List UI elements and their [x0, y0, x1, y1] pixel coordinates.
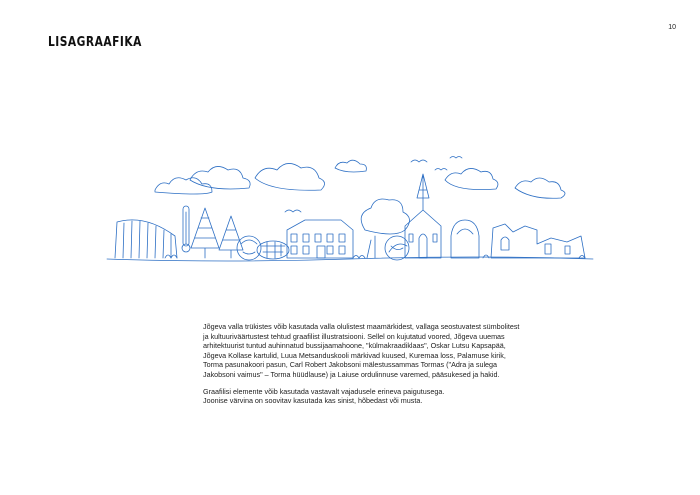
- page-title: LISAGRAAFIKA: [48, 35, 142, 50]
- jakobson-monument: [451, 220, 479, 258]
- cloud-center-left: [190, 166, 250, 189]
- cloud-right: [445, 168, 498, 189]
- potato-basket: [257, 241, 289, 259]
- paragraph-2: [203, 387, 583, 406]
- text-line: Jõgeva Kollase kartulid, Luua Metsanduskooli märkivad kuused, Kuremaa loss, Palamuse kirik,: [203, 350, 506, 360]
- text-line: ja kultuuriväärtustest tehtud graafilist illustratsiooni. Sellel on kujutatud voored, Jõgeva uuemas: [203, 331, 505, 341]
- text-line: arhitektuurist tuntud auhinnatud bussijaamahoone, "külmakraadiklaas", Oskar Lutsu Kapsapää,: [203, 341, 506, 351]
- text-line: Joonise värvina on soovitav kasutada kas sinist, hõbedast või musta.: [203, 396, 423, 406]
- bird-1: [411, 160, 427, 162]
- landmarks-illustration: [105, 150, 595, 270]
- bird-4: [285, 210, 301, 212]
- text-line: Jakobsoni vaimus" – Torma hüüdlause) ja Laiuse ordulinnuse varemed, pääsukesed ja hakid.: [203, 369, 500, 379]
- bird-2: [435, 169, 447, 171]
- cloud-center: [255, 163, 325, 190]
- fir-tree-2: [219, 216, 243, 258]
- text-line: Torma pasunakoori pasun, Carl Robert Jakobsoni mälestussammas Tormas ("Adra ja sulega: [203, 360, 498, 370]
- text-line: Jõgeva valla trükistes võib kasutada valla olulistest maamärkidest, vallaga seostuvatest sümbolitest: [203, 322, 520, 331]
- fir-tree-1: [191, 208, 219, 258]
- illustration-lines: [107, 157, 593, 262]
- cloud-far-right: [515, 178, 565, 198]
- cloud-small: [335, 160, 366, 172]
- body-text: [203, 322, 583, 413]
- page-number: 10: [668, 24, 676, 31]
- paragraph-1: [203, 322, 583, 380]
- text-line: Graafilisi elemente võib kasutada vastavalt vajadusele erineva paigutusega.: [203, 386, 445, 396]
- laiuse-ruins: [491, 224, 585, 258]
- palamuse-church: [405, 174, 441, 258]
- bird-3: [450, 157, 462, 159]
